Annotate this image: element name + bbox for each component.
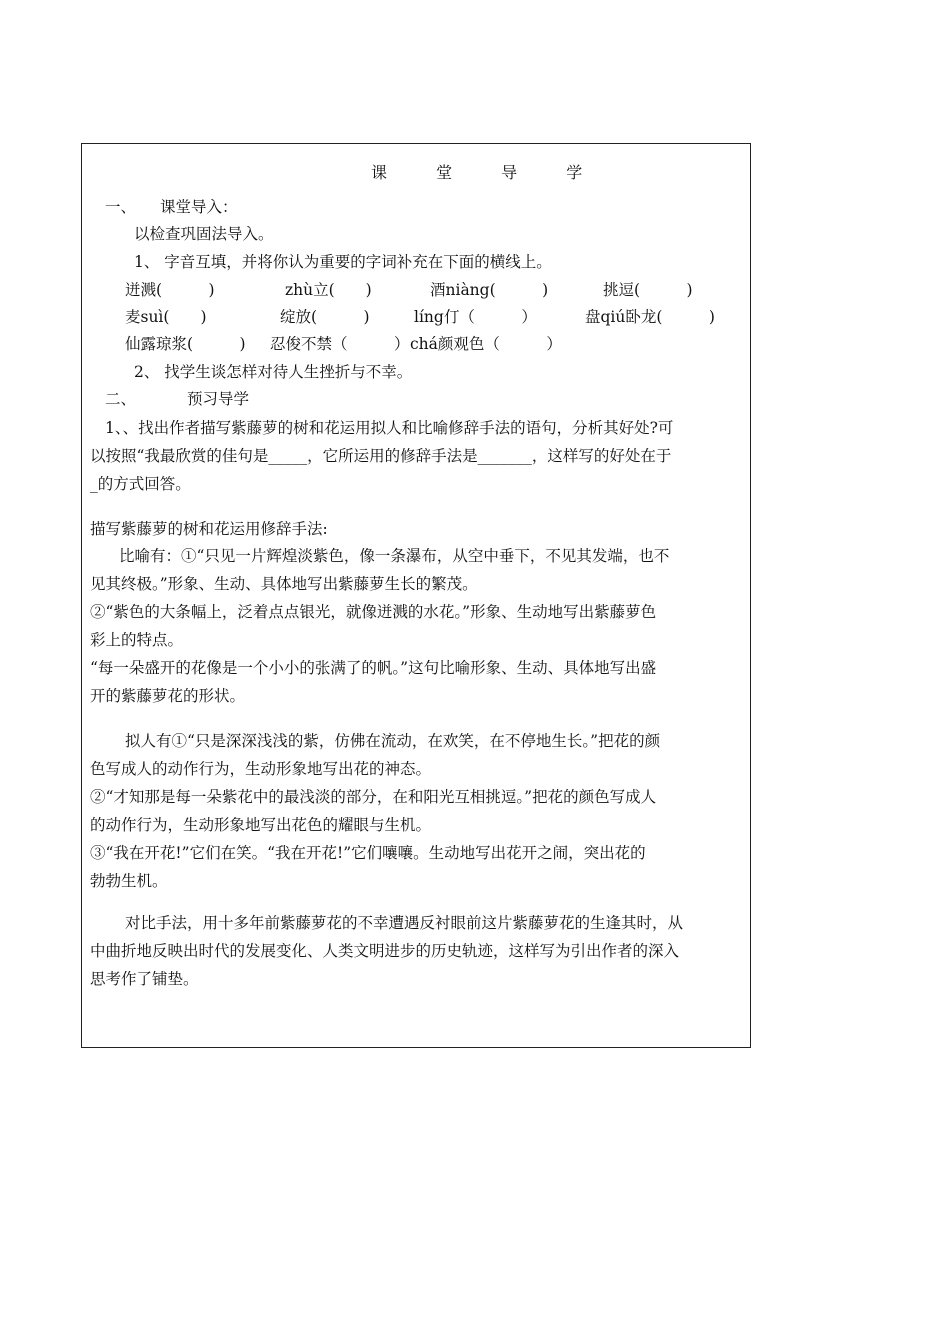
metaphor-1: 比喻有：①“只见一片辉煌淡紫色，像一条瀑布，从空中垂下，不见其发端，也不 (119, 547, 670, 565)
metaphor-3: “每一朵盛开的花像是一个小小的张满了的帆。”这句比喻形象、生动、具体地写出盛 (90, 659, 657, 677)
pinyin-item: 绽放( ) (280, 308, 370, 326)
preview-question: _的方式回答。 (90, 475, 191, 493)
personification-2: 的动作行为，生动形象地写出花色的耀眼与生机。 (90, 816, 432, 834)
answer-intro: 描写紫藤萝的树和花运用修辞手法: (90, 520, 328, 538)
metaphor-3: 开的紫藤萝花的形状。 (90, 687, 246, 705)
pinyin-item: líng仃（ ） (414, 308, 537, 326)
pinyin-item: 麦suì( ) (125, 308, 207, 326)
pinyin-item: 迸溅( ) (125, 281, 215, 299)
metaphor-2: 彩上的特点。 (90, 631, 184, 649)
section-2-number: 二、 (105, 390, 137, 408)
contrast-paragraph: 对比手法，用十多年前紫藤萝花的不幸遭遇反衬眼前这片紫藤萝花的生逢其时，从 (125, 914, 684, 932)
section-2-heading: 预习导学 (187, 390, 250, 408)
question-2: 2、 找学生谈怎样对待人生挫折与不幸。 (134, 363, 413, 381)
pinyin-item: 挑逗( ) (603, 281, 693, 299)
page-title: 课 堂 导 学 (371, 163, 605, 182)
personification-1: 色写成人的动作行为，生动形象地写出花的神态。 (90, 760, 432, 778)
preview-question: 1、、找出作者描写紫藤萝的树和花运用拟人和比喻修辞手法的语句，分析其好处?可 (105, 419, 674, 437)
section-1-number: 一、 (105, 198, 137, 216)
pinyin-item: 酒niàng( ) (430, 281, 549, 299)
personification-3: ③“我在开花!”它们在笑。“我在开花!”它们嚷嚷。生动地写出花开之闹，突出花的 (90, 844, 646, 862)
preview-question: 以按照“我最欣赏的佳句是_____，它所运用的修辞手法是_______，这样写的好处在于 (90, 447, 672, 465)
metaphor-1: 见其终极。”形象、生动、具体地写出紫藤萝生长的繁茂。 (90, 575, 478, 593)
pinyin-item: chá颜观色（ ） (410, 335, 562, 353)
section-1-heading: 课堂导入： (160, 198, 238, 216)
pinyin-item: 盘qiú卧龙( ) (585, 308, 715, 326)
personification-2: ②“才知那是每一朵紫花中的最浅淡的部分，在和阳光互相挑逗。”把花的颜色写成人 (90, 788, 657, 806)
metaphor-2: ②“紫色的大条幅上，泛着点点银光，就像迸溅的水花。”形象、生动地写出紫藤萝色 (90, 603, 657, 621)
question-1: 1、 字音互填，并将你认为重要的字词补充在下面的横线上。 (134, 253, 552, 271)
pinyin-item: 仙露琼浆( ) (125, 335, 246, 353)
section-1-intro: 以检查巩固法导入。 (134, 225, 274, 243)
personification-3: 勃勃生机。 (90, 872, 168, 890)
contrast-paragraph: 中曲折地反映出时代的发展变化、人类文明进步的历史轨迹，这样写为引出作者的深入 (90, 942, 680, 960)
contrast-paragraph: 思考作了铺垫。 (90, 970, 199, 988)
personification-1: 拟人有①“只是深深浅浅的紫，仿佛在流动，在欢笑，在不停地生长。”把花的颜 (125, 732, 661, 750)
pinyin-item: zhù立( ) (285, 281, 372, 299)
pinyin-item: 忍俊不禁（ ） (270, 335, 410, 353)
